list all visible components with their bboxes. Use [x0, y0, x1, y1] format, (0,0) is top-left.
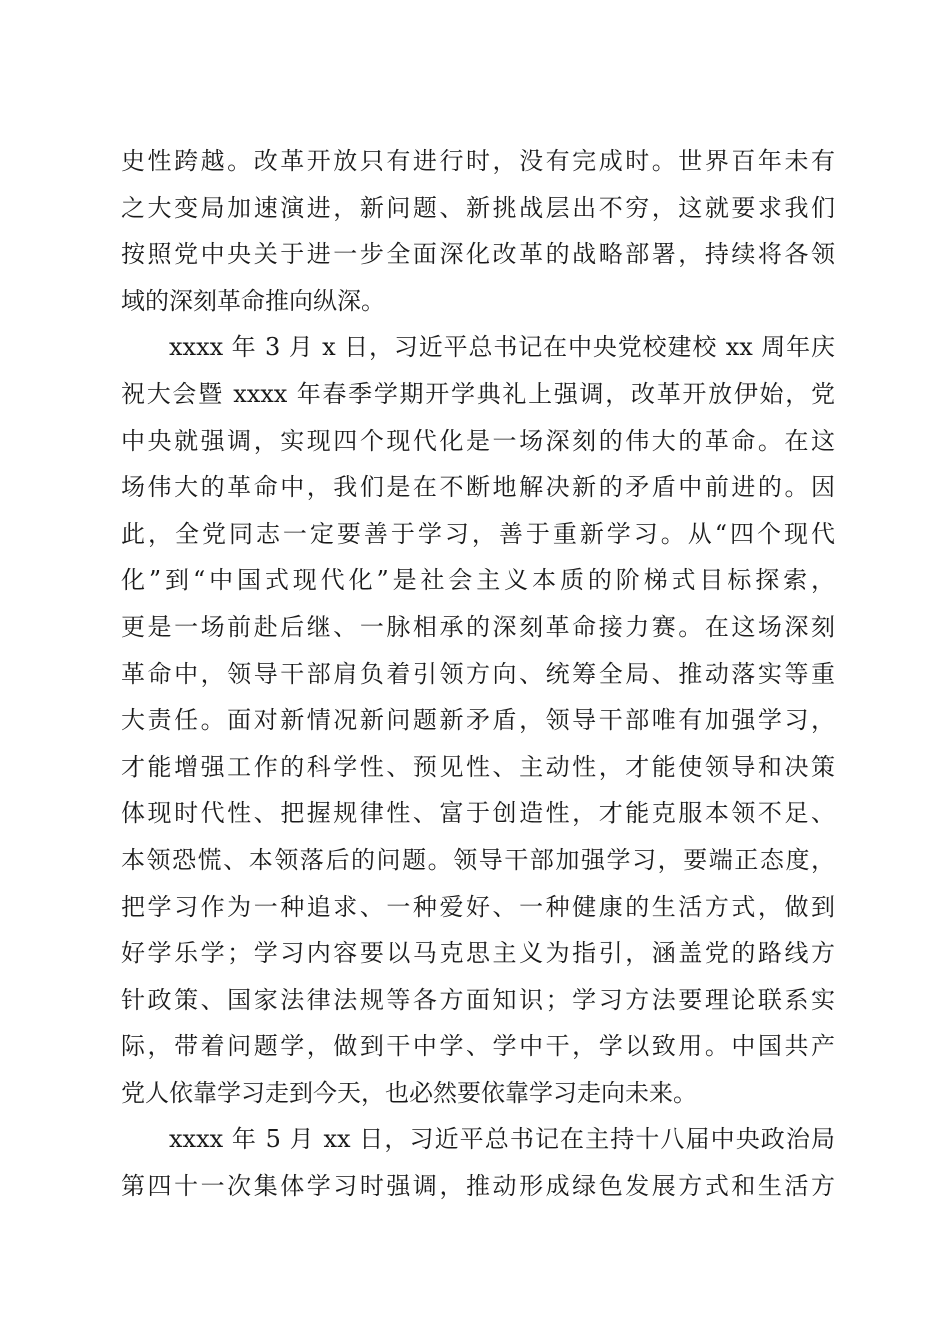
- text-line: 化”到“中国式现代化”是社会主义本质的阶梯式目标探索，: [121, 566, 835, 595]
- text-line: 大责任。面对新情况新问题新矛盾，领导干部唯有加强学习，: [121, 706, 835, 735]
- text-line: 把学习作为一种追求、一种爱好、一种健康的生活方式，做到: [121, 892, 835, 921]
- text-line: 党人依靠学习走到今天，也必然要依靠学习走向未来。: [121, 1078, 697, 1107]
- text-line: 才能增强工作的科学性、预见性、主动性，才能使领导和决策: [121, 752, 835, 781]
- text-line: 第四十一次集体学习时强调，推动形成绿色发展方式和生活方: [121, 1172, 835, 1201]
- text-line: xxxx 年 5 月 xx 日，习近平总书记在主持十八届中央政治局: [169, 1125, 835, 1154]
- text-line: 祝大会暨 xxxx 年春季学期开学典礼上强调，改革开放伊始，党: [121, 379, 835, 408]
- text-line: 好学乐学；学习内容要以马克思主义为指引，涵盖党的路线方: [121, 939, 835, 968]
- text-line: 中央就强调，实现四个现代化是一场深刻的伟大的革命。在这: [121, 426, 835, 455]
- text-line: 体现时代性、把握规律性、富于创造性，才能克服本领不足、: [121, 799, 835, 828]
- text-line: 史性跨越。改革开放只有进行时，没有完成时。世界百年未有: [121, 147, 835, 175]
- text-line: xxxx 年 3 月 x 日，习近平总书记在中央党校建校 xx 周年庆: [169, 333, 835, 362]
- document-body: [121, 138, 835, 1210]
- text-line: 之大变局加速演进，新问题、新挑战层出不穷，这就要求我们: [121, 193, 835, 222]
- text-line: 本领恐慌、本领落后的问题。领导干部加强学习，要端正态度，: [121, 845, 835, 874]
- text-line: 此，全党同志一定要善于学习，善于重新学习。从“四个现代: [121, 519, 835, 548]
- text-line: 际，带着问题学，做到干中学、学中干，学以致用。中国共产: [121, 1032, 835, 1061]
- text-line: 域的深刻革命推向纵深。: [121, 286, 385, 315]
- text-line: 按照党中央关于进一步全面深化改革的战略部署，持续将各领: [121, 240, 835, 269]
- text-line: 场伟大的革命中，我们是在不断地解决新的矛盾中前进的。因: [121, 473, 835, 502]
- text-line: 更是一场前赴后继、一脉相承的深刻革命接力赛。在这场深刻: [121, 612, 835, 641]
- text-line: 革命中，领导干部肩负着引领方向、统筹全局、推动落实等重: [121, 659, 835, 688]
- text-line: 针政策、国家法律法规等各方面知识；学习方法要理论联系实: [121, 985, 835, 1014]
